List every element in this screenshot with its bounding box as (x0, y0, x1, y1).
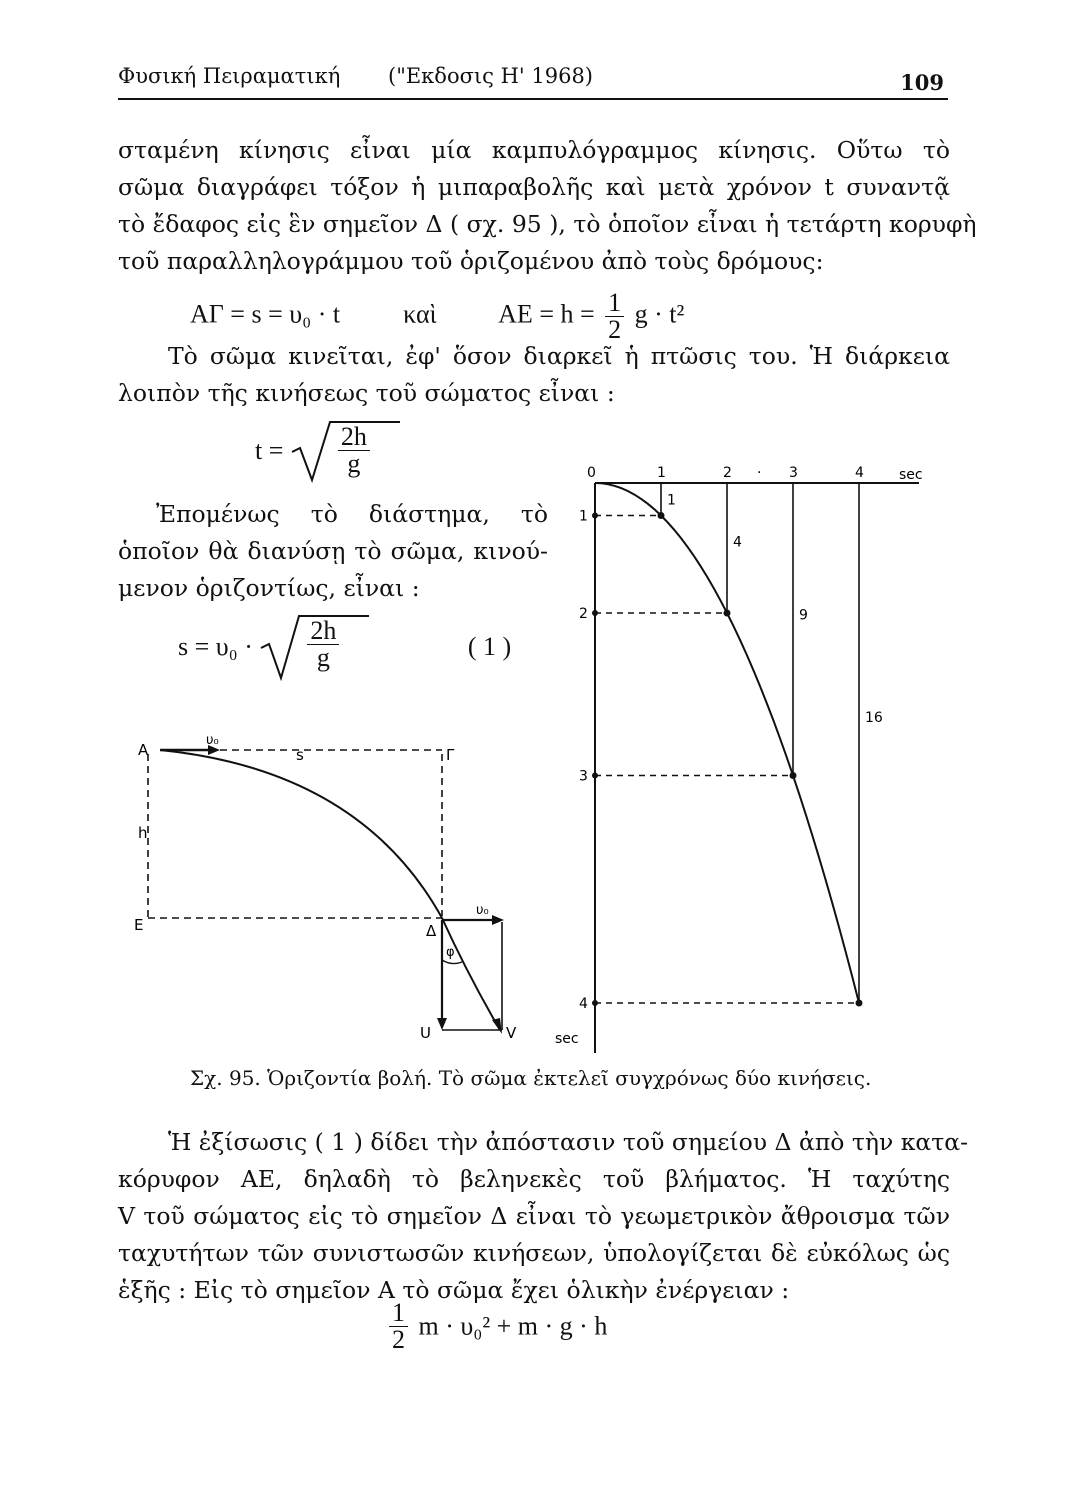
x-unit-label: sec (899, 467, 923, 483)
x-tick-separator: · (757, 465, 762, 481)
edition-note: ("Εκδοσις Η' 1968) (388, 64, 593, 88)
eq3-tag: ( 1 ) (467, 632, 512, 661)
x-tick-label: 1 (657, 465, 666, 481)
eq1-left: ΑΓ = s = υ₀ · t (190, 299, 341, 329)
book-title: Φυσική Πειραματική (118, 64, 341, 88)
x-tick-label: 0 (587, 465, 596, 481)
y-unit-label: sec (555, 1031, 579, 1047)
text-line: V τοῦ σώματος εἰς τὸ σημεῖον Δ εἶναι τὸ γεωμετρικὸν ἄθροισμα τῶν (118, 1202, 950, 1230)
x-tick-label: 4 (855, 465, 864, 481)
y-tick-label: 3 (579, 768, 588, 785)
y-tick-label: 1 (579, 508, 588, 525)
page-header (118, 58, 948, 100)
eq3-num: 2h (307, 618, 339, 645)
text-line: σῶμα διαγράφει τόξον ἡ μιπαραβολῆς καὶ μετὰ χρόνον t συναντᾷ (118, 173, 950, 201)
trajectory-parabola (160, 750, 442, 918)
paragraph-4 (118, 1124, 969, 1309)
label-delta: Δ (426, 922, 437, 940)
eq2-fraction (338, 424, 370, 477)
eq1-right-prefix: ΑΕ = h = (498, 299, 595, 329)
text-line: τοῦ παραλληλογράμμου τοῦ ὁριζομένου ἀπὸ τοὺς δρόμους: (118, 247, 824, 275)
y-tick-dot (592, 1000, 598, 1006)
label-u0-top: υ₀ (206, 733, 219, 748)
label-a: Α (138, 741, 149, 759)
eq2-num: 2h (338, 424, 370, 451)
label-phi: φ (446, 945, 455, 960)
text-line: σταμένη κίνησις εἶναι μία καμπυλόγραμμος κίνησις. Οὕτω τὸ (118, 136, 950, 164)
eq4-fraction (389, 1300, 408, 1353)
eq1-frac-den: 2 (608, 315, 622, 344)
paragraph-3 (118, 496, 548, 607)
eq1-frac-num: 1 (605, 290, 624, 317)
figure-fall-chart (555, 455, 965, 1055)
trajectory-tangent (442, 918, 500, 1030)
angle-arc (442, 960, 462, 964)
eq2-den: g (347, 449, 361, 478)
text-line: Τὸ σῶμα κινεῖται, ἐφ' ὅσον διαρκεῖ ἡ πτῶσις του. Ἡ διάρκεια (168, 342, 950, 370)
label-s: s (296, 746, 304, 764)
arrowhead-icon (492, 1018, 502, 1034)
eq2-sqrt (290, 418, 402, 484)
label-gamma: Γ (446, 746, 455, 764)
text-line: Ἐπομένως τὸ διάστημα, τὸ (156, 500, 548, 528)
drop-label: 16 (865, 710, 883, 726)
eq1-fraction (605, 290, 624, 343)
figure-horizontal-throw (130, 730, 530, 1050)
eq1-conj: καὶ (403, 299, 437, 329)
eq3-den: g (316, 643, 330, 672)
equation-4 (385, 1300, 607, 1353)
drop-label: 1 (667, 492, 676, 509)
label-u: U (420, 1024, 431, 1042)
page-number: 109 (900, 70, 944, 95)
eq3-lhs: s = υ₀ · (178, 632, 253, 661)
figure-caption: Σχ. 95. Ὁριζοντία βολή. Τὸ σῶμα ἐκτελεῖ συγχρόνως δύο κινήσεις. (190, 1066, 872, 1090)
eq4-rest: m · υ₀² + m · g · h (418, 1311, 608, 1341)
paragraph-2 (118, 338, 950, 412)
equation-2 (255, 418, 402, 484)
eq3-sqrt (259, 612, 371, 682)
drop-label: 9 (799, 607, 808, 624)
text-line: κόρυφον ΑΕ, δηλαδὴ τὸ βεληνεκὲς τοῦ βλήματος. Ἡ ταχύτης (118, 1165, 950, 1193)
y-tick-label: 2 (579, 606, 588, 622)
eq1-right-suffix: g · t² (634, 299, 685, 329)
text-line: ὁποῖον θὰ διανύσῃ τὸ σῶμα, κινού- (118, 537, 548, 565)
eq4-num: 1 (389, 1300, 408, 1327)
y-tick-dot (592, 773, 598, 779)
text-line: ταχυτήτων τῶν συνιστωσῶν κινήσεων, ὑπολογίζεται δὲ εὐκόλως ὡς (118, 1239, 950, 1267)
x-tick-label: 2 (723, 465, 732, 481)
text-line: μενον ὁριζοντίως, εἶναι : (118, 574, 420, 602)
label-v: V (506, 1024, 517, 1042)
equation-1 (190, 290, 684, 343)
y-tick-dot (592, 513, 598, 519)
paragraph-1 (118, 132, 977, 280)
equation-3 (178, 612, 511, 682)
y-tick-dot (592, 610, 598, 616)
label-u0-vector: υ₀ (476, 903, 489, 918)
arrowhead-icon (437, 1018, 447, 1030)
eq4-den: 2 (392, 1325, 405, 1354)
eq2-lhs: t = (255, 436, 284, 465)
x-tick-label: 3 (789, 465, 798, 481)
eq3-fraction (307, 618, 339, 671)
text-line: Ἡ ἐξίσωσις ( 1 ) δίδει τὴν ἀπόστασιν τοῦ σημείου Δ ἀπὸ τὴν κατα- (168, 1128, 969, 1156)
label-e: Ε (134, 916, 144, 934)
drop-label: 4 (733, 534, 742, 551)
y-tick-label: 4 (579, 996, 588, 1012)
text-line: τὸ ἔδαφος εἰς ἓν σημεῖον Δ ( σχ. 95 ), τὸ ὁποῖον εἶναι ἡ τετάρτη κορυφὴ (118, 210, 977, 238)
text-line: λοιπὸν τῆς κινήσεως τοῦ σώματος εἶναι : (118, 379, 615, 407)
text-line: ἑξῆς : Εἰς τὸ σημεῖον Α τὸ σῶμα ἔχει ὁλικὴν ἐνέργειαν : (118, 1276, 790, 1304)
label-h: h (138, 824, 148, 842)
